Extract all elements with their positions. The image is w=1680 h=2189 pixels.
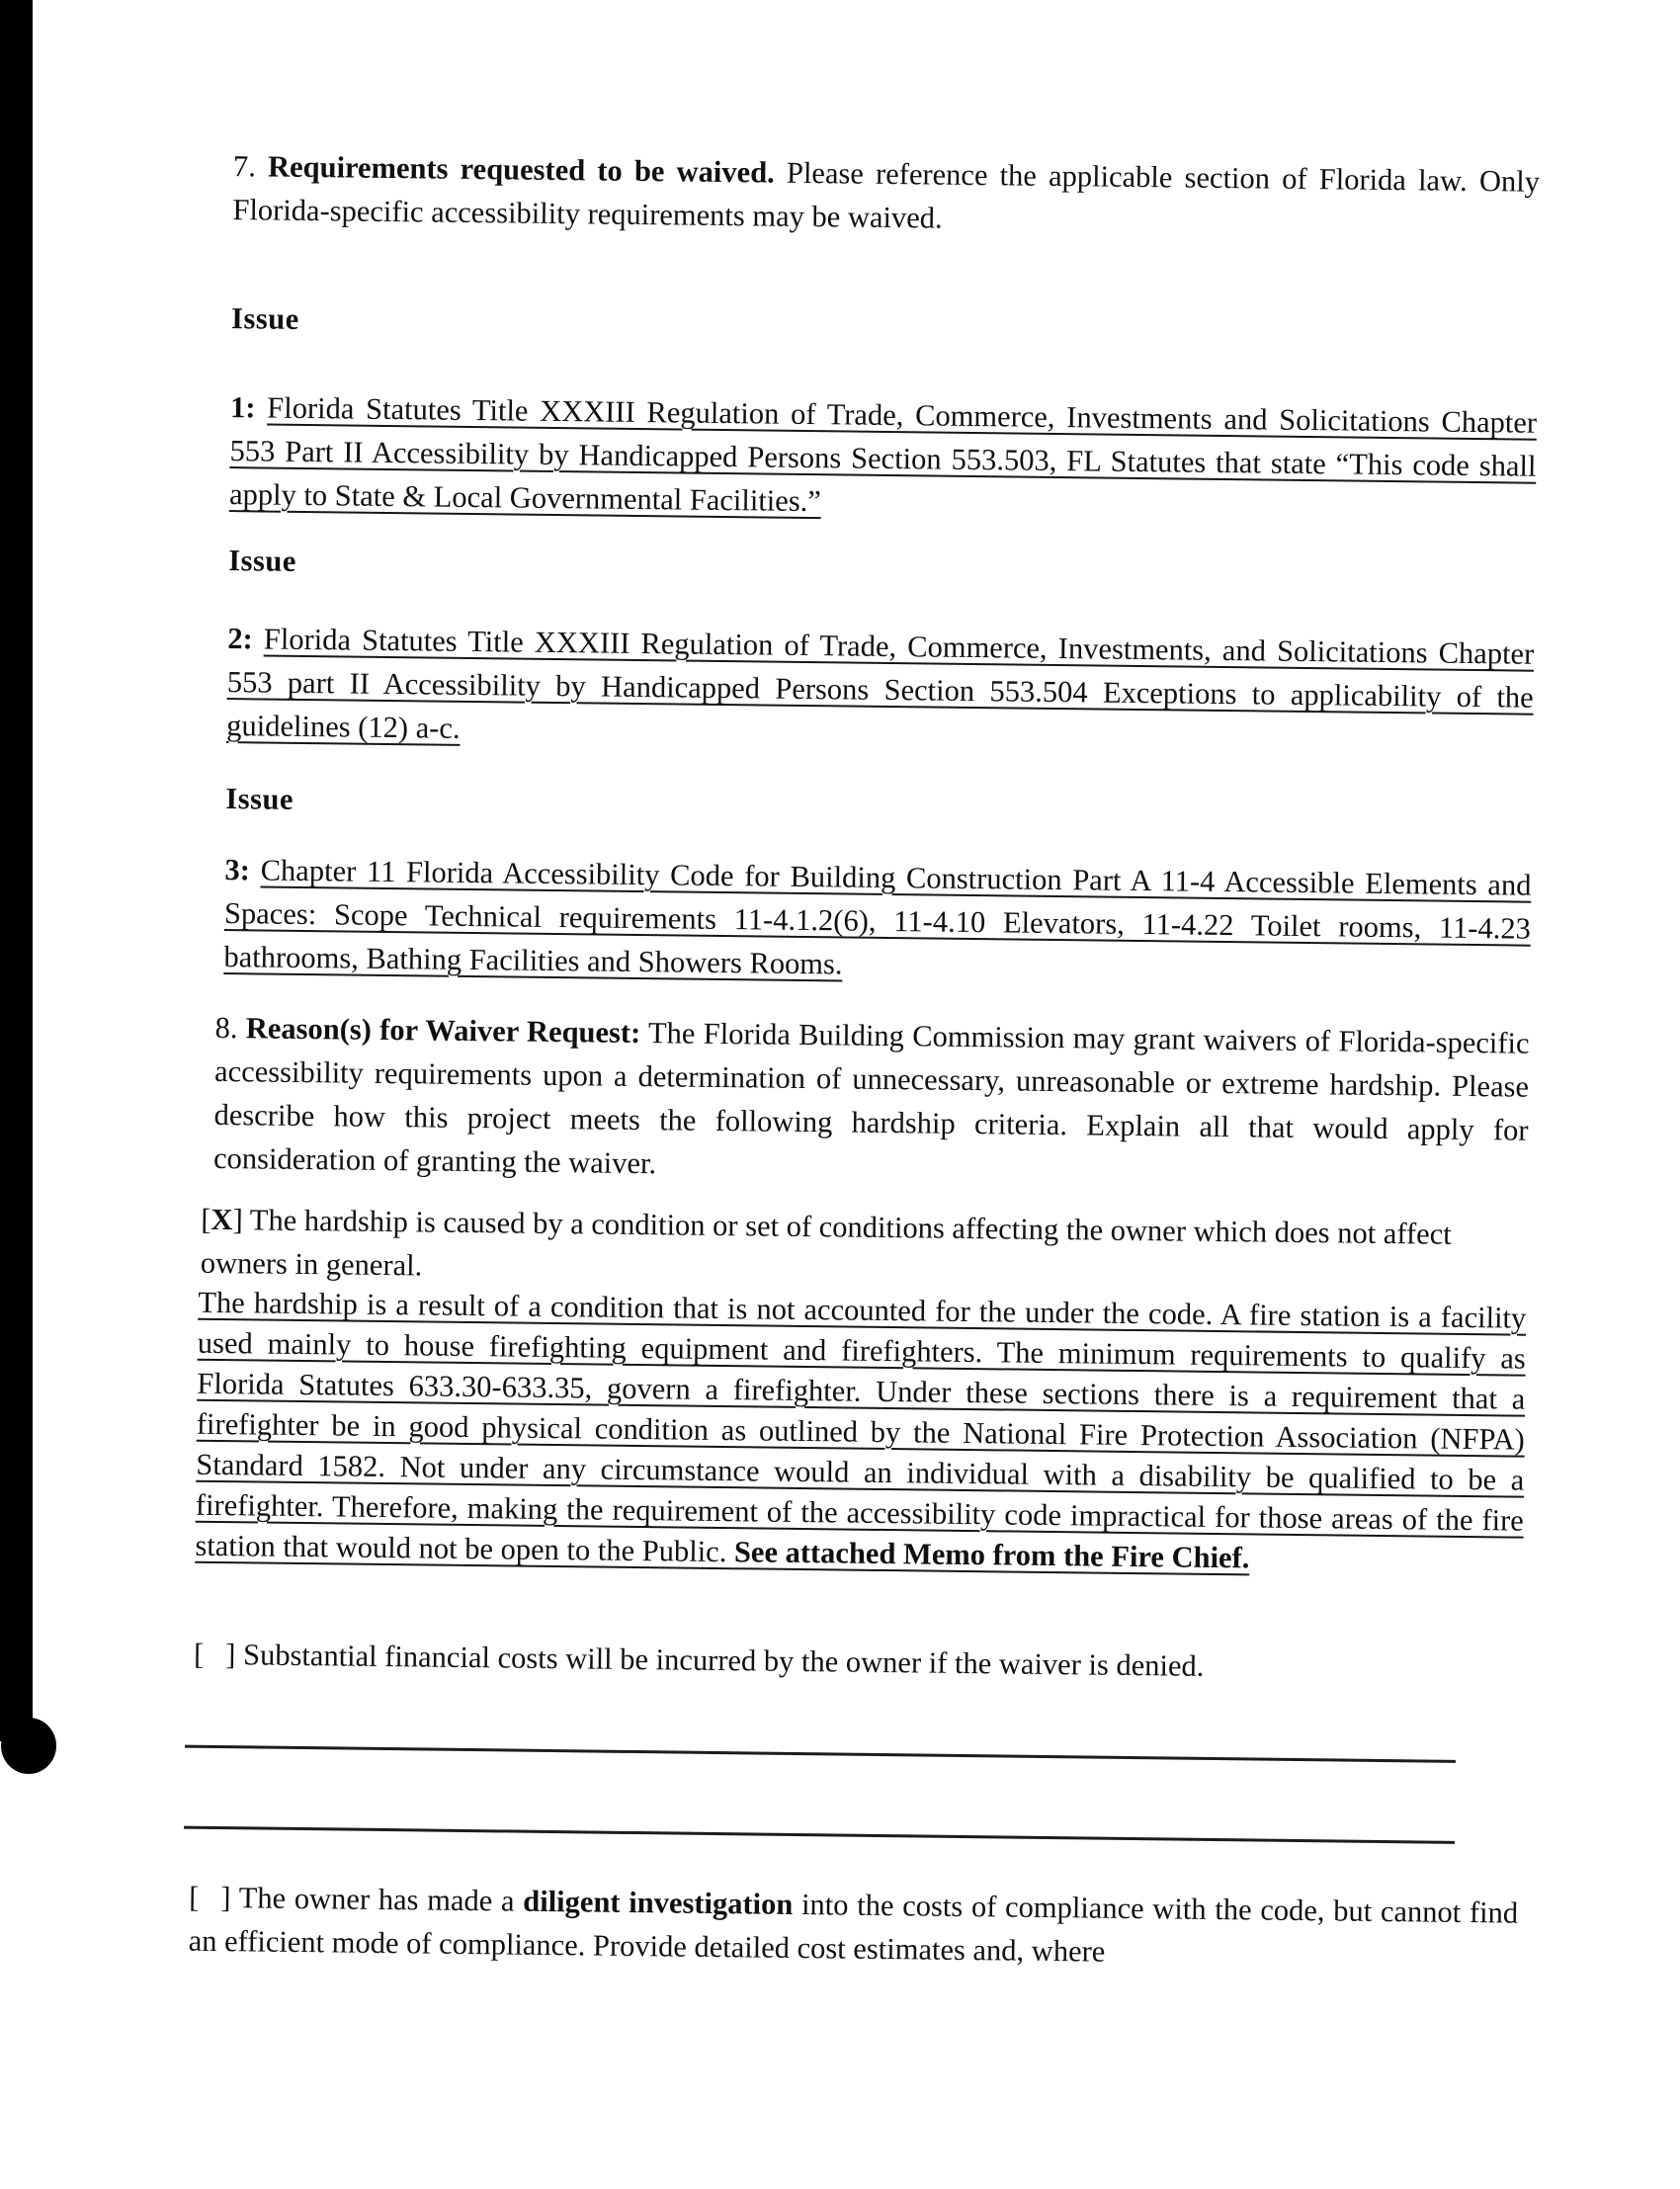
section-7-title: Requirements requested to be waived. xyxy=(268,150,775,190)
hardship-statement-text: The hardship is a result of a condition that is not accounted for the under the code. A fire station is a facility used mainly to house firefighting equipment and firefighters. The minimum requirements to qualify as Florida Statutes 633.30-633.35, govern a firefighter. Under these sections there is a requirement that a firefighter be in good physical condition as outlined by the National Fire Protection Association (NFPA) Standard 1582. Not under any circumstance would an individual with a disability be qualified to be a firefighter. Therefore, making the requirement of the accessibility code impractical for those areas of the fire station that would not be open to the Public. xyxy=(195,1286,1526,1568)
issue-1-text: Florida Statutes Title XXXIII Regulation of Trade, Commerce, Investments and Solicitations Chapter 553 Part II Accessibility by Handicapped Persons Section 553.503, FL Statutes that state “This code shall apply to State & Local Governmental Facilities.” xyxy=(229,391,1537,519)
financial-cost-text: Substantial financial costs will be incurred by the owner if the waiver is denied. xyxy=(243,1638,1205,1683)
investigation-checkbox xyxy=(189,1881,231,1915)
checkbox-open-bracket: [ xyxy=(189,1881,200,1914)
checkbox-close-bracket: ] xyxy=(220,1881,231,1914)
hardship-statement-paragraph xyxy=(195,1283,1526,1582)
checkbox-open-bracket: [ xyxy=(194,1638,205,1671)
investigation-text-pre: The owner has made a xyxy=(239,1881,524,1917)
issue-2-text: Florida Statutes Title XXXIII Regulation of Trade, Commerce, Investments, and Solicitations Chapter 553 part II Accessibility by Handicapped Persons Section 553.504 Exceptions to applicability of the guidelines (12) a-c. xyxy=(226,622,1534,744)
diligent-investigation-option xyxy=(188,1876,1518,1979)
issue-3-number: 3: xyxy=(224,853,250,886)
checkbox-close-bracket: ] xyxy=(232,1203,243,1236)
section-8-title: Reason(s) for Waiver Request: xyxy=(246,1011,641,1050)
issue-2-paragraph xyxy=(226,617,1534,763)
issue-label-1: Issue xyxy=(231,296,299,341)
checkbox-open-bracket: [ xyxy=(201,1203,211,1236)
hardship-statement-emphasis: See attached Memo from the Fire Chief. xyxy=(734,1535,1250,1574)
blank-write-in-line-2 xyxy=(184,1826,1455,1844)
hardship-checkbox xyxy=(201,1203,243,1237)
financial-checkbox xyxy=(194,1638,236,1672)
section-7-paragraph xyxy=(232,144,1540,247)
financial-cost-option xyxy=(194,1633,1522,1692)
issue-3-text: Chapter 11 Florida Accessibility Code for Building Construction Part A 11-4 Accessible Elements and Spaces: Scope Technical requirements 11-4.1.2(6), 11-4.10 Elevators, 11-4.22 Toilet rooms, 11-4.23 bathrooms, Bathing Facilities and Showers Rooms. xyxy=(223,853,1531,980)
issue-1-number: 1: xyxy=(230,390,256,424)
scan-edge-artifact-end xyxy=(1,1718,56,1774)
checkbox-x-mark: X xyxy=(210,1198,233,1241)
document-content xyxy=(202,0,1542,2189)
issue-label-3: Issue xyxy=(225,777,294,821)
hardship-condition-text: The hardship is caused by a condition or set of conditions affecting the owner which does not affect owners in general. xyxy=(201,1203,1452,1282)
issue-1-paragraph xyxy=(229,385,1537,532)
investigation-text-bold: diligent investigation xyxy=(523,1885,793,1921)
issue-2-number: 2: xyxy=(227,622,253,655)
section-8-number: 8. xyxy=(214,1011,237,1045)
checkbox-close-bracket: ] xyxy=(225,1638,236,1671)
investigation-text-post: into the costs of compliance with the code, but cannot find an efficient mode of compliance. Provide detailed cost estimates and, where xyxy=(188,1888,1518,1969)
blank-write-in-line-1 xyxy=(185,1745,1456,1763)
section-7-number: 7. xyxy=(233,149,256,183)
issue-label-2: Issue xyxy=(228,539,296,583)
section-8-body: The Florida Building Commission may grant waivers of Florida-specific accessibility requirements upon a determination of unnecessary, unreasonable or extreme hardship. Please describe how this project meets the following hardship criteria. Explain all that would apply for consideration of granting the waiver. xyxy=(213,1016,1530,1180)
section-8-paragraph xyxy=(213,1006,1530,1196)
section-7-body: Please reference the applicable section of Florida law. Only Florida-specific accessibility requirements may be waived. xyxy=(232,156,1540,235)
issue-3-paragraph xyxy=(223,848,1531,994)
scan-edge-artifact xyxy=(0,0,33,1741)
